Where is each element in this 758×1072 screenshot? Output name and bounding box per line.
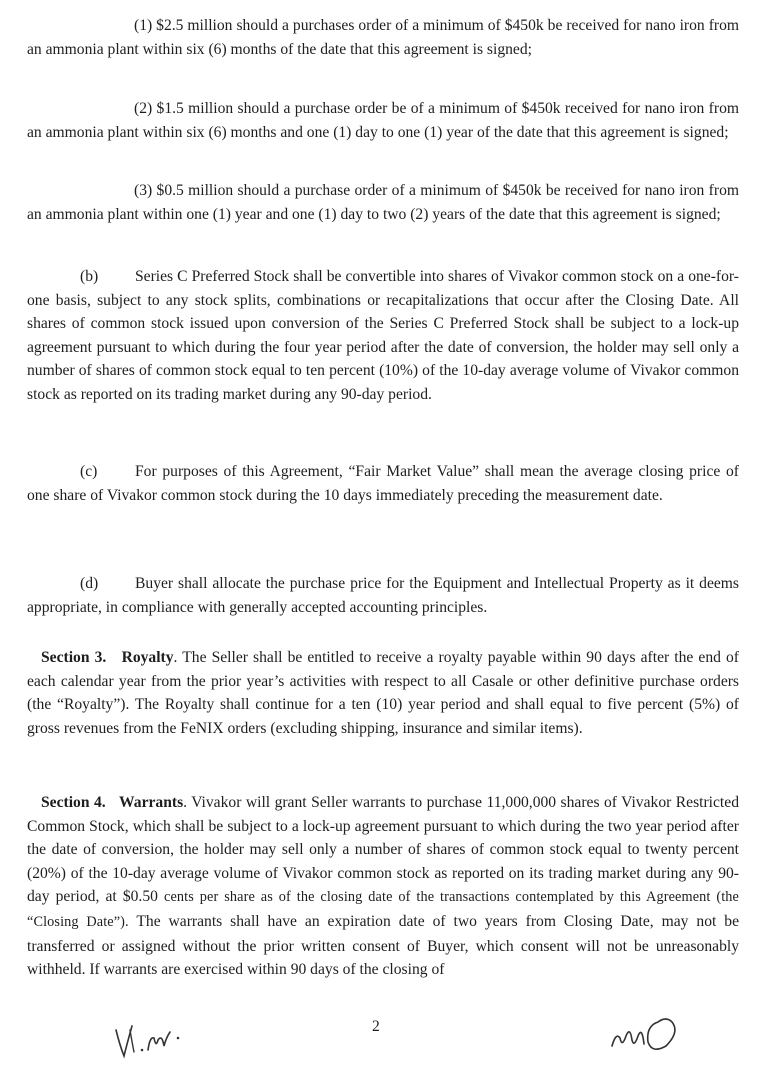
paragraph-d — [27, 572, 739, 619]
section-3 — [27, 646, 739, 740]
paragraph-d-label: (d) — [80, 575, 99, 592]
section-3-text: . The Seller shall be entitled to receive a royalty payable within 90 days after the end of each calendar year from the prior year’s activities with respect to all Casale or other definitive purchase orders (the “Royalty”). The Royalty shall continue for a ten (10) year period and shall equal to five percent (5%) of gross revenues from the FeNIX orders (excluding shipping, insurance and similar items). — [27, 649, 739, 737]
section-4 — [27, 791, 739, 982]
section-4-text-c: The warrants shall have an expiration date of two years from Closing Date, may not be transferred or assigned without the prior written consent of Buyer, which consent will not be unreasonably withheld. If warrants are exercised within 90 days of the closing of — [27, 912, 739, 979]
item-3: (3) $0.5 million should a purchase order of a minimum of $450k be received for nano iron from an ammonia plant within one (1) year and one (1) day to two (2) years of the date that this agreement is signed; — [27, 182, 739, 223]
paragraph-b — [27, 265, 739, 407]
paragraph-c-label: (c) — [80, 463, 98, 480]
section-4-text-b: cents per share as of the closing date of the transactions contemplated by this Agreement (the “Closing Date”). — [27, 889, 739, 930]
page-number: 2 — [372, 1018, 380, 1035]
section-4-title: Warrants — [119, 794, 184, 811]
initials-right-signature — [606, 1010, 696, 1060]
paragraph-c-text: For purposes of this Agreement, “Fair Market Value” shall mean the average closing price of one share of Vivakor common stock during the 10 days immediately preceding the measurement date. — [27, 463, 739, 504]
initials-left-signature — [112, 1016, 192, 1060]
item-2: (2) $1.5 million should a purchase order be of a minimum of $450k received for nano iron from an ammonia plant within six (6) months and one (1) day to one (1) year of the date that this agreement is signed; — [27, 100, 739, 141]
section-3-title: Royalty — [121, 649, 174, 666]
paragraph-c — [27, 460, 739, 507]
section-3-label: Section 3. — [41, 649, 107, 666]
paragraph-d-text: Buyer shall allocate the purchase price for the Equipment and Intellectual Property as it deems appropriate, in compliance with generally accepted accounting principles. — [27, 575, 739, 616]
section-4-label: Section 4. — [41, 794, 106, 811]
section-4-text-a: . Vivakor will grant Seller warrants to purchase 11,000,000 shares of Vivakor Restricted Common Stock, which shall be subject to a lock-up agreement pursuant to which during the two year period after the date of conversion, the holder may sell only a number of shares of common stock equal to twenty percent (20%) of the 10-day average volume of Vivakor common stock as reported on its trading market during any 90-day period, at $0.50 — [27, 794, 739, 906]
paragraph-b-label: (b) — [80, 268, 99, 285]
item-1: (1) $2.5 million should a purchases order of a minimum of $450k be received for nano iron from an ammonia plant within six (6) months of the date that this agreement is signed; — [27, 17, 739, 58]
paragraph-b-text: Series C Preferred Stock shall be convertible into shares of Vivakor common stock on a one-for-one basis, subject to any stock splits, combinations or recapitalizations that occur after the Closing Date. All shares of common stock issued upon conversion of the Series C Preferred Stock shall be subject to a lock-up agreement pursuant to which during the four year period after the date of conversion, the holder may sell only a number of shares of common stock equal to ten percent (10%) of the 10-day average volume of Vivakor common stock as reported on its trading market during any 90-day period. — [27, 268, 739, 403]
